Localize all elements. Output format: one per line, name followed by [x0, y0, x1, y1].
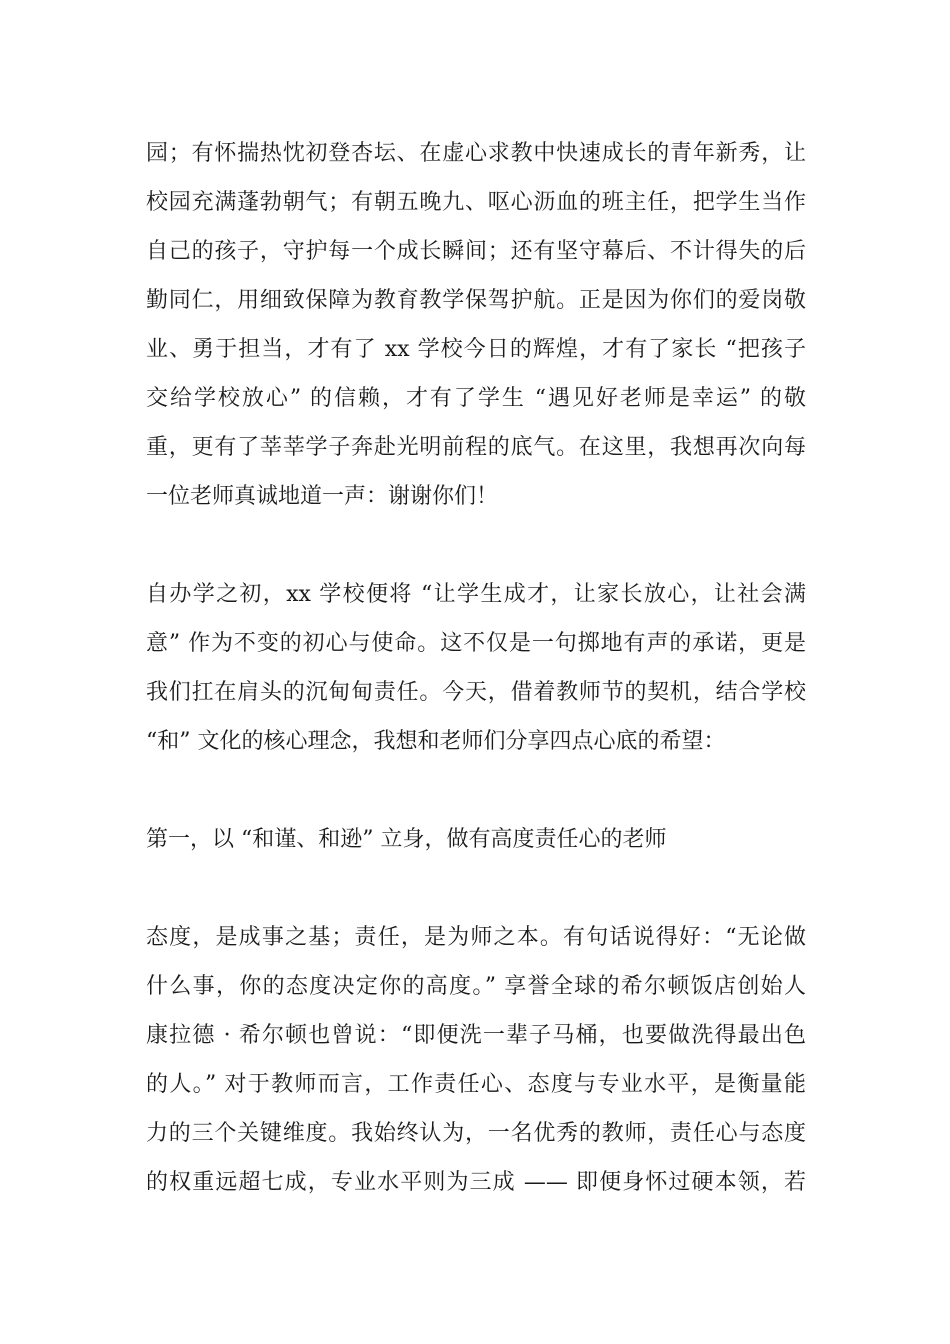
- paragraph-spacer: [146, 766, 806, 815]
- text-line: 业、勇于担当，才有了 xx 学校今日的辉煌，才有了家长 “把孩子: [146, 337, 806, 362]
- section-heading: [146, 815, 806, 864]
- paragraph-spacer: [146, 864, 806, 913]
- heading-text: 第一，以 “和谨、和逊” 立身，做有高度责任心的老师: [146, 827, 667, 852]
- text-line: 态度，是成事之基；责任，是为师之本。有句话说得好：“无论做: [146, 925, 806, 950]
- text-line: 自办学之初，xx 学校便将 “让学生成才，让家长放心，让社会满: [146, 582, 806, 607]
- text-line: 意” 作为不变的初心与使命。这不仅是一句掷地有声的承诺，更是: [146, 631, 806, 656]
- paragraph-gratitude: [146, 129, 806, 521]
- paragraph-spacer: [146, 521, 806, 570]
- text-line: “和” 文化的核心理念，我想和老师们分享四点心底的希望：: [146, 729, 726, 754]
- text-line: 重，更有了莘莘学子奔赴光明前程的底气。在这里，我想再次向每: [146, 435, 806, 460]
- paragraph-responsibility: [146, 913, 806, 1207]
- text-line: 勤同仁，用细致保障为教育教学保驾护航。正是因为你们的爱岗敬: [146, 288, 806, 313]
- text-line: 自己的孩子，守护每一个成长瞬间；还有坚守幕后、不计得失的后: [146, 239, 806, 264]
- text-line: 交给学校放心” 的信赖，才有了学生 “遇见好老师是幸运” 的敬: [146, 386, 806, 411]
- paragraph-mission: [146, 570, 806, 766]
- text-line: 校园充满蓬勃朝气；有朝五晚九、呕心沥血的班主任，把学生当作: [146, 190, 806, 215]
- text-line: 力的三个关键维度。我始终认为，一名优秀的教师，责任心与态度: [146, 1121, 806, 1146]
- text-line: 的人。” 对于教师而言，工作责任心、态度与专业水平，是衡量能: [146, 1072, 806, 1097]
- document-body: [146, 129, 806, 1207]
- text-line: 一位老师真诚地道一声：谢谢你们！: [146, 484, 499, 509]
- text-line: 的权重远超七成，专业水平则为三成 —— 即便身怀过硬本领，若: [146, 1170, 806, 1195]
- text-line: 康拉德 · 希尔顿也曾说：“即便洗一辈子马桶，也要做洗得最出色: [146, 1023, 806, 1048]
- text-line: 我们扛在肩头的沉甸甸责任。今天，借着教师节的契机，结合学校: [146, 680, 806, 705]
- text-line: 什么事，你的态度决定你的高度。” 享誉全球的希尔顿饭店创始人: [146, 974, 806, 999]
- text-line: 园；有怀揣热忱初登杏坛、在虚心求教中快速成长的青年新秀，让: [146, 141, 806, 166]
